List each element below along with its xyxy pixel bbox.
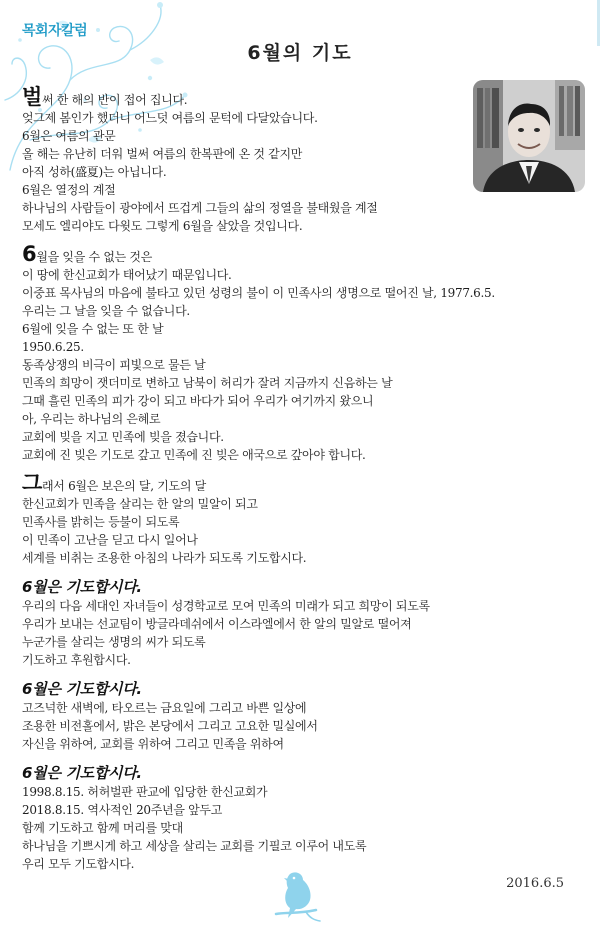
paragraph-line: 그때 흘린 민족의 피가 강이 되고 바다가 되어 우리가 여기까지 왔으니	[22, 394, 374, 408]
prayer-section-1	[22, 577, 582, 669]
prayer-section-2	[22, 679, 462, 753]
drop-cap: 그	[22, 471, 42, 495]
paragraph-line: 누군가를 살리는 생명의 씨가 되도록	[22, 635, 206, 649]
paragraph-line: 우리 모두 기도합시다.	[22, 857, 135, 871]
bird-illustration	[272, 866, 330, 924]
paragraph-line: 민족사를 밝히는 등불이 되도록	[22, 515, 180, 529]
paragraph-line: 기도하고 후원합시다.	[22, 653, 131, 667]
prayer-heading: 6월은 기도합시다.	[22, 578, 142, 596]
paragraph-line: 자신을 위하여, 교회를 위하여 그리고 민족을 위하여	[22, 737, 284, 751]
paragraph-line: 2018.8.15. 역사적인 20주년을 앞두고	[22, 803, 223, 817]
paragraph-line: 모세도 엘리야도 다윗도 그렇게 6월을 살았을 것입니다.	[22, 219, 303, 233]
page-title: 6월의 기도	[247, 42, 353, 64]
paragraph-line: 1998.8.15. 허허벌판 판교에 입당한 한신교회가	[22, 785, 268, 799]
drop-cap: 벌	[22, 85, 42, 109]
paragraph-line: 하나님의 사람들이 광야에서 뜨겁게 그들의 삶의 정열을 불태웠을 계절	[22, 201, 378, 215]
paragraph-line: 고즈넉한 새벽에, 타오르는 금요일에 그리고 바쁜 일상에	[22, 701, 307, 715]
paragraph-line: 동족상쟁의 비극이 피빛으로 물든 날	[22, 358, 206, 372]
paragraph-line: 우리의 다음 세대인 자녀들이 성경학교로 모여 민족의 미래가 되고 희망이 되도록	[22, 599, 430, 613]
prayer-heading: 6월은 기도합시다.	[22, 680, 142, 698]
paragraph-line: 한신교회가 민족을 살리는 한 알의 밀알이 되고	[22, 497, 258, 511]
paragraph-line: 하나님을 기쁘시게 하고 세상을 살리는 교회를 기필코 이루어 내도록	[22, 839, 367, 853]
paragraph-2	[22, 242, 582, 464]
prayer-heading: 6월은 기도합시다.	[22, 764, 142, 782]
paragraph-line: 6월에 잊을 수 없는 또 한 날	[22, 322, 164, 336]
prayer-section-3	[22, 763, 582, 873]
paragraph-line: 엊그제 봄인가 했더니 어느덧 여름의 문턱에 다달았습니다.	[22, 111, 318, 125]
paragraph-1	[22, 85, 462, 235]
drop-cap: 6	[22, 242, 37, 266]
paragraph-line: 6월을 잊을 수 없는 것은	[22, 242, 152, 266]
paragraph-line: 6월은 열정의 계절	[22, 183, 116, 197]
paragraph-line: 이중표 목사님의 마음에 불타고 있던 성령의 불이 이 민족사의 생명으로 떨어진 날, 1977.6.5.	[22, 286, 495, 300]
paragraph-line: 세계를 비취는 조용한 아침의 나라가 되도록 기도합시다.	[22, 551, 307, 565]
publish-date: 2016.6.5	[506, 876, 564, 891]
paragraph-line: 아, 우리는 하나님의 은혜로	[22, 412, 161, 426]
paragraph-line: 교회에 진 빚은 기도로 갚고 민족에 진 빚은 애국으로 갚아야 합니다.	[22, 448, 366, 462]
paragraph-line: 우리가 보내는 선교팀이 방글라데쉬에서 이스라엘에서 한 알의 밀알로 떨어져	[22, 617, 412, 631]
paragraph-line: 올 해는 유난히 더워 벌써 여름의 한복판에 온 것 같지만	[22, 147, 303, 161]
paragraph-line: 우리는 그 날을 잊을 수 없습니다.	[22, 304, 190, 318]
paragraph-line: 민족의 희망이 잿더미로 변하고 남북이 허리가 잘려 지금까지 신음하는 날	[22, 376, 393, 390]
paragraph-line: 이 땅에 한신교회가 태어났기 때문입니다.	[22, 268, 232, 282]
author-portrait-photo	[473, 80, 585, 192]
paragraph-line: 조용한 비전홀에서, 밝은 본당에서 그리고 고요한 밀실에서	[22, 719, 318, 733]
paragraph-line: 이 민족이 고난을 딛고 다시 일어나	[22, 533, 198, 547]
column-body	[22, 85, 495, 883]
paragraph-line: 함께 기도하고 함께 머리를 맞대	[22, 821, 183, 835]
paragraph-line: 그래서 6월은 보은의 달, 기도의 달	[22, 471, 206, 495]
paragraph-line: 벌써 한 해의 반이 접어 집니다.	[22, 85, 188, 109]
paragraph-line: 1950.6.25.	[22, 340, 84, 354]
paragraph-line: 6월은 여름의 관문	[22, 129, 116, 143]
paragraph-3	[22, 471, 462, 567]
paragraph-line: 교회에 빚을 지고 민족에 빚을 졌습니다.	[22, 430, 224, 444]
column-label: 목회자칼럼	[22, 23, 88, 39]
paragraph-line: 아직 성하(盛夏)는 아닙니다.	[22, 165, 167, 179]
